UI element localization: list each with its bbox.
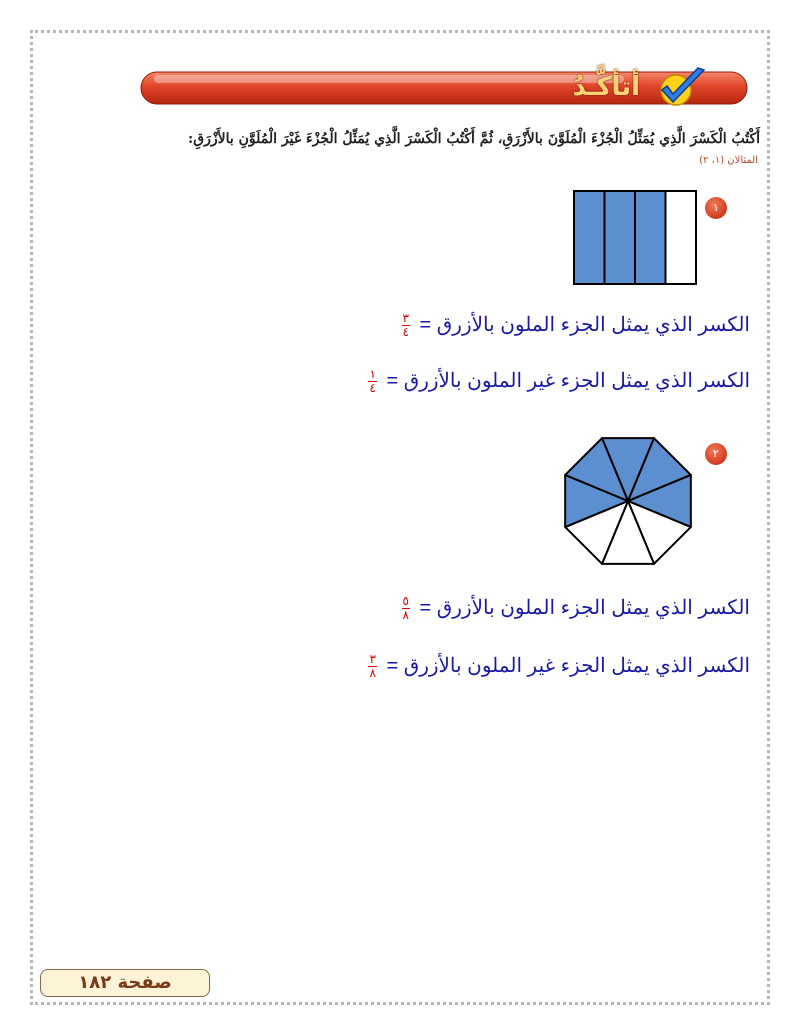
answer-text: الكسر الذي يمثل الجزء غير الملون بالأزرق = [386, 655, 750, 677]
answer-line [80, 653, 750, 679]
example-reference: المثالان (١، ٢) [699, 155, 758, 166]
fraction [368, 654, 376, 679]
answer-line [80, 312, 750, 338]
check-mark-icon [648, 66, 710, 110]
fraction-denominator: ٤ [402, 325, 409, 340]
fraction-denominator: ٨ [369, 666, 376, 681]
answer-line [80, 595, 750, 621]
octagon-fraction-diagram [558, 431, 698, 571]
answer-line [80, 368, 750, 394]
fraction [402, 596, 410, 621]
page-number-label: صفحة ١٨٢ [40, 969, 210, 997]
fraction-numerator: ٥ [402, 594, 409, 609]
answer-text: الكسر الذي يمثل الجزء غير الملون بالأزرق = [386, 370, 750, 392]
rectangle-part-shaded [635, 191, 666, 284]
exercise-number-badge: ١ [705, 197, 727, 219]
fraction [368, 369, 376, 394]
lesson-header-title: أتأكَّـدُ [572, 72, 640, 102]
rectangle-part-unshaded [666, 191, 697, 284]
rectangle-fraction-diagram [573, 190, 697, 286]
exercise-number-badge: ٢ [705, 443, 727, 465]
answer-text: الكسر الذي يمثل الجزء الملون بالأزرق = [419, 314, 750, 336]
rectangle-part-shaded [605, 191, 636, 284]
fraction-denominator: ٤ [369, 381, 376, 396]
rectangle-part-shaded [574, 191, 605, 284]
fraction-numerator: ٣ [369, 652, 376, 667]
instruction-text: أَكْتُبُ الْكَسْرَ الَّذِي يُمَثِّلُ الْجُزْءَ الْمُلَوَّنَ بالأَزْرَقِ، ثُمَّ أَكْتُبُ الْكَسْرَ الَّذِي يُمَثِّلُ الْجُزْءَ غَيْرَ الْمُلَوَّنِ بالأَزْرَقِ: [188, 131, 760, 147]
fraction-denominator: ٨ [402, 608, 409, 623]
lesson-header-banner [140, 70, 750, 106]
fraction-numerator: ٣ [402, 311, 409, 326]
answer-text: الكسر الذي يمثل الجزء الملون بالأزرق = [419, 597, 750, 619]
fraction [402, 313, 410, 338]
fraction-numerator: ١ [369, 367, 376, 382]
